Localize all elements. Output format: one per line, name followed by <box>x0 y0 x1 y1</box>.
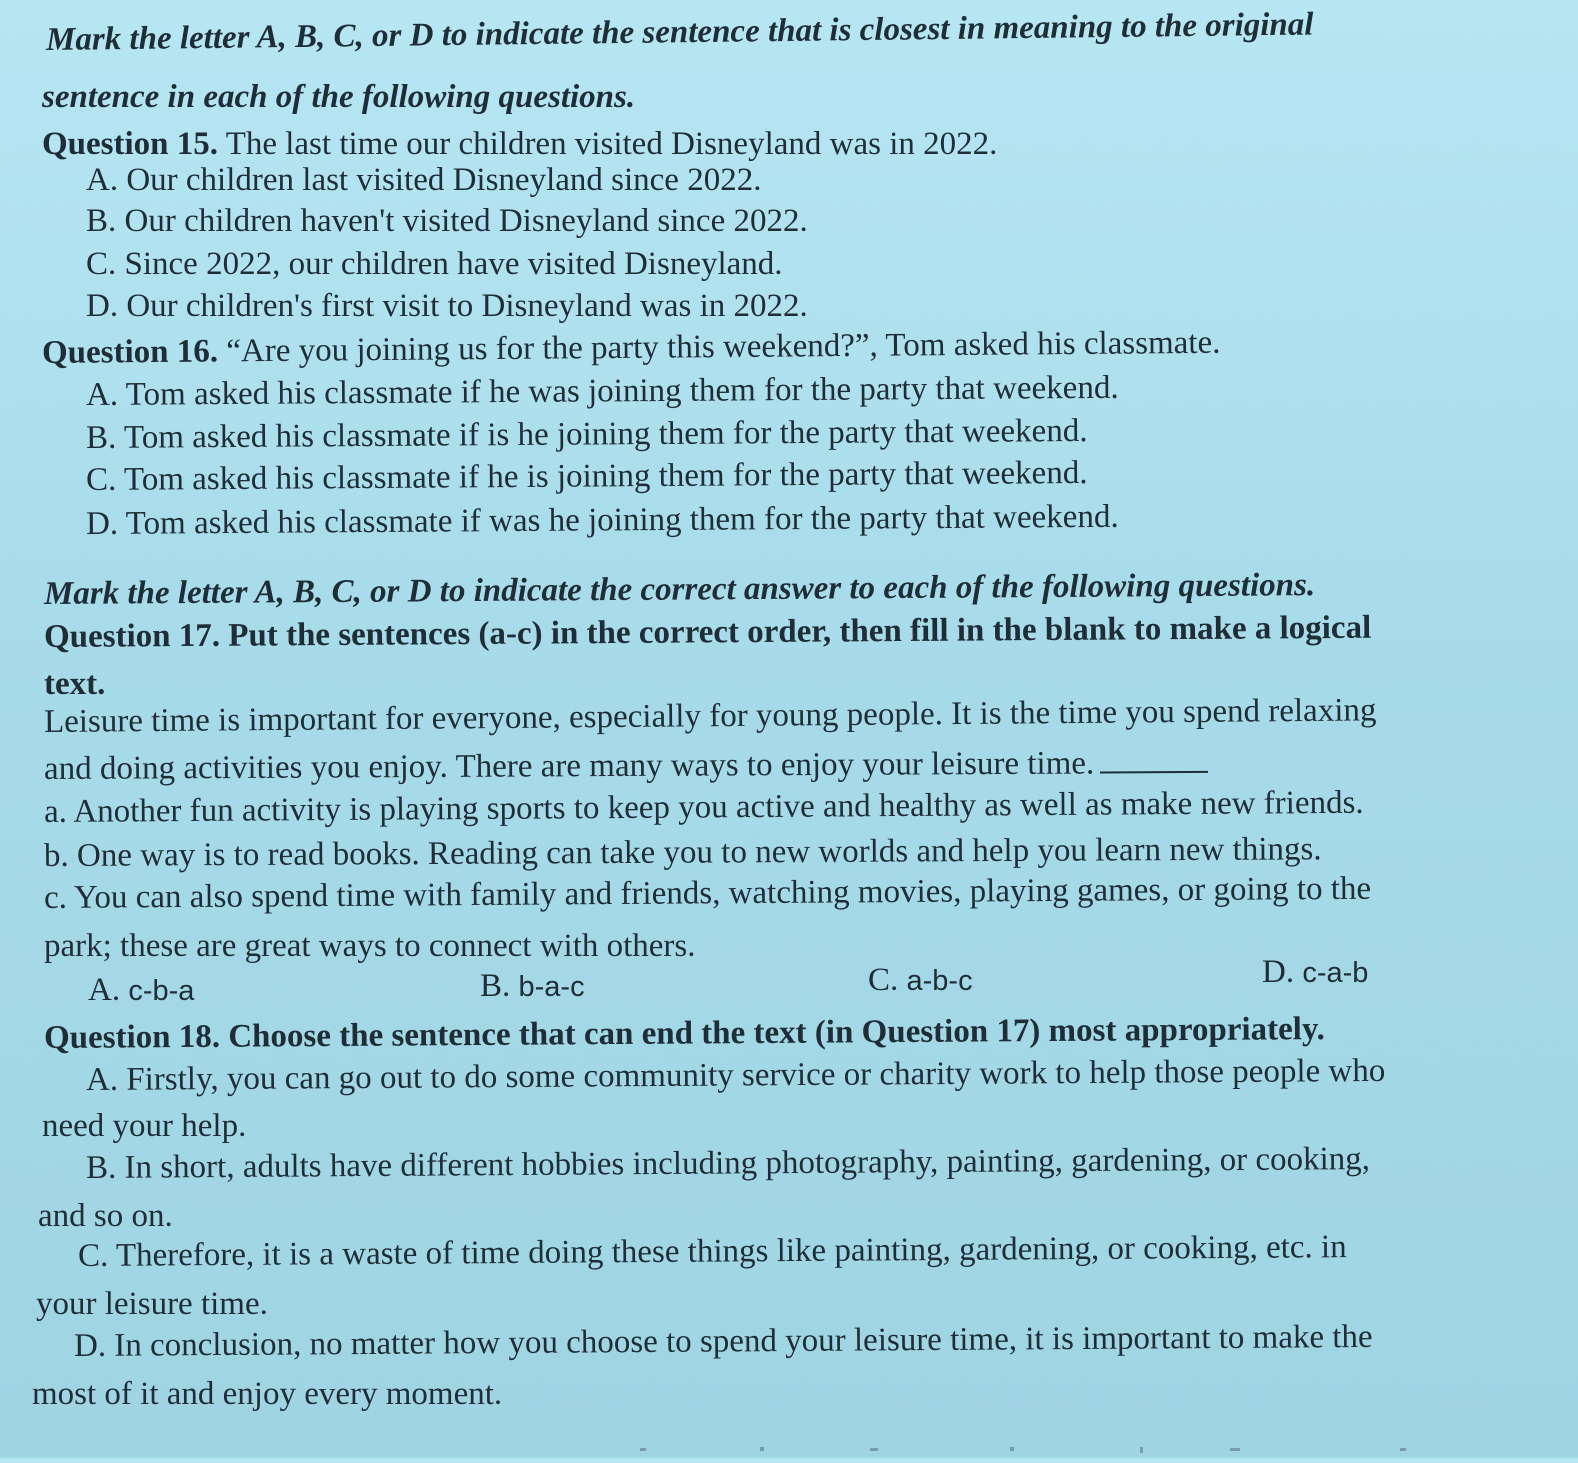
q18-option-a-line2[interactable]: need your help. <box>42 1108 247 1144</box>
q17-passage-line2 <box>44 743 1208 789</box>
q18-option-b-line1[interactable]: B. In short, adults have different hobbies including photography, painting, gardening, or cooking, <box>85 1141 1371 1186</box>
q16-stem <box>42 323 1221 373</box>
q17-passage-line2-text: and doing activities you enjoy. There are many ways to enjoy your leisure time. <box>43 745 1095 787</box>
q17-option-b-value: b-a-c <box>518 971 585 1003</box>
q18-head: Question 18. Choose the sentence that can end the text (in Question 17) most appropriately. <box>43 1011 1325 1056</box>
q18-option-d-line1[interactable]: D. In conclusion, no matter how you choose to spend your leisure time, it is important to make the <box>73 1318 1373 1364</box>
q16-option-c[interactable]: C. Tom asked his classmate if he is joining them for the party that weekend. <box>85 455 1088 498</box>
q17-passage-line1: Leisure time is important for everyone, especially for young people. It is the time you spend relaxing <box>43 692 1377 740</box>
q17-answer-blank[interactable] <box>1100 745 1208 774</box>
q17-sentence-c-line2: park; these are great ways to connect with others. <box>44 928 696 964</box>
page-bottom-edge <box>0 1442 1578 1458</box>
q17-head-line2: text. <box>44 666 106 702</box>
q15-stem <box>42 124 997 164</box>
q17-option-c-value: a-b-c <box>906 965 973 997</box>
q17-option-a-value: c-b-a <box>128 975 195 1007</box>
q17-option-d[interactable] <box>1262 952 1368 993</box>
q18-option-a-line1[interactable]: A. Firstly, you can go out to do some community service or charity work to help those people who <box>85 1052 1386 1098</box>
q15-option-b[interactable]: B. Our children haven't visited Disneyland since 2022. <box>86 203 808 239</box>
q18-option-d-line2[interactable]: most of it and enjoy every moment. <box>32 1376 503 1412</box>
q17-sentence-a: a. Another fun activity is playing sports to keep you active and healthy as well as make new friends. <box>43 784 1364 830</box>
q18-option-c-line1[interactable]: C. Therefore, it is a waste of time doing these things like painting, gardening, or cooking, etc. in <box>77 1229 1347 1274</box>
q18-option-c-line2[interactable]: your leisure time. <box>36 1286 268 1322</box>
q17-option-d-letter: D. <box>1262 954 1295 990</box>
q16-text: “Are you joining us for the party this weekend?”, Tom asked his classmate. <box>226 324 1221 370</box>
q15-option-a[interactable]: A. Our children last visited Disneyland since 2022. <box>86 162 762 198</box>
section1-instruction-line1: Mark the letter A, B, C, or D to indicate the sentence that is closest in meaning to the original <box>45 6 1314 58</box>
q17-head-line1: Question 17. Put the sentences (a-c) in the correct order, then fill in the blank to make a logical <box>43 609 1372 655</box>
q16-option-b[interactable]: B. Tom asked his classmate if is he joining them for the party that weekend. <box>85 413 1088 456</box>
q15-option-c[interactable]: C. Since 2022, our children have visited Disneyland. <box>86 246 783 282</box>
section1-instruction-line2: sentence in each of the following questions. <box>42 79 636 115</box>
q17-option-b[interactable] <box>480 966 585 1007</box>
q17-option-b-letter: B. <box>480 968 511 1004</box>
q16-option-d[interactable]: D. Tom asked his classmate if was he joining them for the party that weekend. <box>85 498 1119 542</box>
q15-text: The last time our children visited Disneyland was in 2022. <box>225 126 998 162</box>
q17-option-d-value: c-a-b <box>1302 957 1369 989</box>
q18-option-b-line2[interactable]: and so on. <box>38 1198 173 1234</box>
q17-sentence-b: b. One way is to read books. Reading can take you to new worlds and help you learn new things. <box>43 831 1322 874</box>
q17-option-c-letter: C. <box>868 962 899 998</box>
q15-label: Question 15. <box>42 126 219 162</box>
q17-option-c[interactable] <box>868 960 973 1001</box>
q17-option-a[interactable] <box>88 970 194 1011</box>
bottom-edge-marks <box>0 1442 1578 1458</box>
section2-instruction: Mark the letter A, B, C, or D to indicate the correct answer to each of the following questions. <box>43 567 1316 612</box>
q17-sentence-c-line1: c. You can also spend time with family and friends, watching movies, playing games, or going to the <box>43 870 1372 916</box>
q15-option-d[interactable]: D. Our children's first visit to Disneyland was in 2022. <box>86 288 808 324</box>
q16-option-a[interactable]: A. Tom asked his classmate if he was joining them for the party that weekend. <box>85 369 1119 413</box>
q16-label: Question 16. <box>41 333 219 371</box>
q17-option-a-letter: A. <box>88 972 121 1008</box>
